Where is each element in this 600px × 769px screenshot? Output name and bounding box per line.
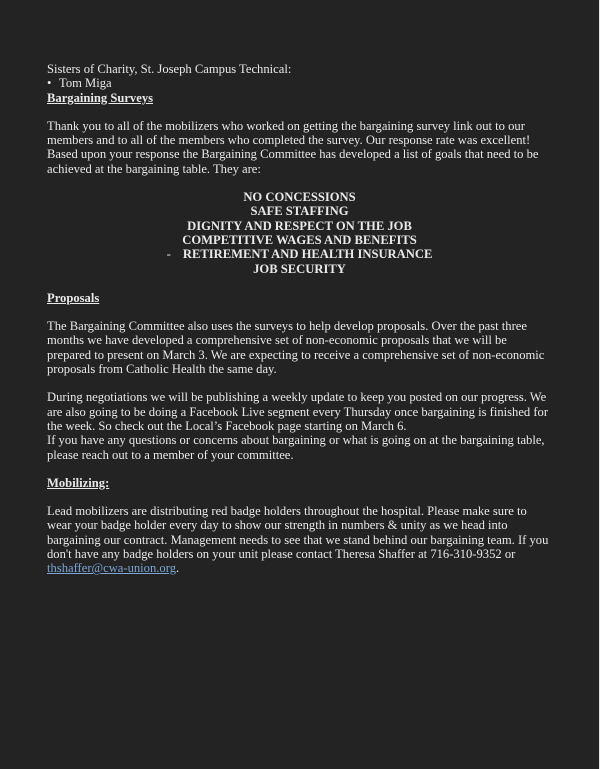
document-content — [47, 62, 552, 576]
mobilizing-paragraph — [47, 504, 552, 575]
goal-item: COMPETITIVE WAGES AND BENEFITS — [182, 232, 417, 247]
org-line: Sisters of Charity, St. Joseph Campus Technical: — [47, 62, 292, 76]
bargaining-surveys-paragraph: Thank you to all of the mobilizers who worked on getting the bargaining survey link out to our members and to all of the members who completed the survey. Our response rate was excellent! Based upon your response the Bargaining Committee has developed a list of goals that need to be achieved at the bargaining table. They are: — [47, 118, 539, 176]
bullet-list-item — [47, 76, 552, 90]
mobilizing-text-end: . — [176, 561, 180, 576]
goal-item: NO CONCESSIONS — [243, 190, 356, 205]
proposals-paragraph-3: If you have any questions or concerns about bargaining or what is going on at the bargaining table, please reach out to a member of your committee. — [47, 433, 545, 462]
goal-item: JOB SECURITY — [253, 261, 346, 276]
bullet-icon: • — [47, 76, 52, 91]
dash-marker: - — [166, 247, 171, 262]
goal-item: DIGNITY AND RESPECT ON THE JOB — [187, 218, 412, 233]
goal-item-with-dash — [47, 247, 552, 261]
section-title-bargaining-surveys: Bargaining Surveys — [47, 90, 154, 105]
goals-list — [47, 190, 552, 276]
mobilizing-text: Lead mobilizers are distributing red badge holders throughout the hospital. Please make sure to wear your badge holder every day to show our strength in numbers & unity as we head into bargaining our contract. Management needs to see that we stand behind our bargaining team. If you don't have any badge holders on your unit please contact Theresa Shaffer at 716-310-9352 or — [47, 504, 549, 562]
section-title-proposals: Proposals — [47, 290, 100, 305]
proposals-paragraph-2: During negotiations we will be publishing a weekly update to keep you posted on our progress. We are also going to be doing a Facebook Live segment every Thursday once bargaining is finished for the week. So check out the Local’s Facebook page starting on March 6. — [47, 390, 549, 433]
goal-text: RETIREMENT AND HEALTH INSURANCE — [182, 247, 433, 262]
bullet-name: Tom Miga — [59, 76, 112, 91]
email-link[interactable]: thshaffer@cwa-union.org — [47, 561, 176, 576]
goal-item: SAFE STAFFING — [250, 204, 349, 219]
section-title-mobilizing: Mobilizing: — [47, 475, 110, 490]
proposals-paragraph-1: The Bargaining Committee also uses the surveys to help develop proposals. Over the past three months we have developed a comprehensive set of non-economic proposals that we will be prepared to present on March 3. We are expecting to receive a comprehensive set of non-economic proposals from Catholic Health the same day. — [47, 319, 545, 377]
